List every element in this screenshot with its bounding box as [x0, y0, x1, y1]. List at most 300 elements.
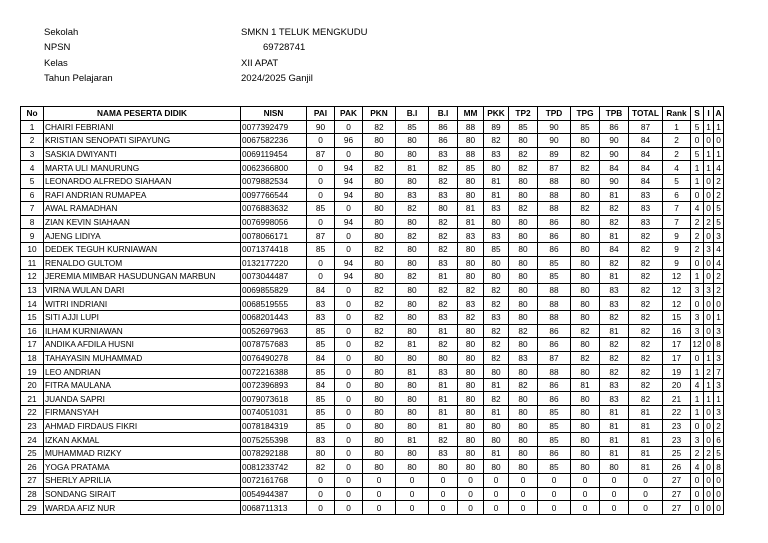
table-cell: 82	[429, 161, 458, 175]
table-cell: 0	[335, 487, 363, 501]
table-cell: 80	[509, 406, 538, 420]
student-name-cell: ZIAN KEVIN SIAHAAN	[44, 215, 241, 229]
info-label: Tahun Pelajaran	[44, 72, 113, 84]
table-cell: 82	[600, 365, 629, 379]
table-cell: 82	[629, 351, 663, 365]
table-cell: 82	[629, 242, 663, 256]
student-name-cell: SITI AJJI LUPI	[44, 310, 241, 324]
table-cell: 27	[21, 474, 44, 488]
table-row	[21, 229, 724, 243]
table-row	[21, 174, 724, 188]
table-cell: 88	[538, 310, 571, 324]
table-cell: 0	[335, 120, 363, 134]
table-cell: 7	[663, 215, 691, 229]
table-cell: 83	[429, 310, 458, 324]
table-cell: 81	[484, 188, 509, 202]
column-header: NISN	[241, 107, 307, 121]
table-cell: 84	[629, 161, 663, 175]
table-cell: 0	[396, 487, 429, 501]
table-cell: 4	[691, 378, 704, 392]
table-cell: 6	[663, 188, 691, 202]
table-cell: 1	[714, 392, 724, 406]
table-cell: 94	[335, 215, 363, 229]
table-cell: 0	[509, 501, 538, 515]
table-cell: 1	[691, 392, 704, 406]
table-cell: 82	[509, 202, 538, 216]
info-row-kelas	[44, 56, 461, 71]
table-cell: 12	[663, 270, 691, 284]
table-cell: 0	[335, 297, 363, 311]
table-cell: 7	[21, 202, 44, 216]
table-cell: 82	[484, 351, 509, 365]
table-cell: 82	[429, 338, 458, 352]
table-cell: 80	[484, 215, 509, 229]
table-cell: 88	[538, 188, 571, 202]
table-cell: 80	[458, 460, 484, 474]
table-cell: 80	[396, 174, 429, 188]
table-cell: 4	[21, 161, 44, 175]
table-cell: 0	[335, 446, 363, 460]
table-cell: 80	[363, 378, 396, 392]
table-row	[21, 446, 724, 460]
info-label: Kelas	[44, 57, 68, 69]
table-cell: 84	[307, 283, 335, 297]
table-cell: 0	[714, 297, 724, 311]
column-header: A	[715, 108, 722, 119]
table-cell: 2	[714, 174, 724, 188]
nisn-cell: 0078066171	[241, 229, 307, 243]
column-header: No	[21, 107, 44, 121]
table-cell: 0	[396, 474, 429, 488]
table-cell: 85	[458, 161, 484, 175]
table-cell: 82	[629, 229, 663, 243]
table-cell: 0	[704, 174, 714, 188]
table-cell: 80	[396, 256, 429, 270]
table-cell: 82	[429, 433, 458, 447]
table-cell: 82	[600, 310, 629, 324]
table-cell: 1	[704, 120, 714, 134]
table-cell: 80	[363, 406, 396, 420]
table-cell: 1	[714, 120, 724, 134]
table-cell: 0	[571, 501, 600, 515]
table-cell: 80	[363, 215, 396, 229]
table-cell: 80	[363, 351, 396, 365]
table-cell: 90	[600, 134, 629, 148]
table-row	[21, 392, 724, 406]
nisn-cell: 0076490278	[241, 351, 307, 365]
table-cell: 23	[663, 433, 691, 447]
table-row	[21, 134, 724, 148]
table-body	[21, 120, 724, 514]
student-name-cell: LEO ANDRIAN	[44, 365, 241, 379]
table-cell: 80	[571, 310, 600, 324]
table-row	[21, 501, 724, 515]
column-header: TP2	[509, 107, 538, 121]
table-cell: 1	[714, 310, 724, 324]
table-cell: 80	[509, 338, 538, 352]
table-cell: 2	[691, 446, 704, 460]
table-cell: 82	[629, 365, 663, 379]
table-cell: 0	[704, 474, 714, 488]
table-cell: 83	[600, 297, 629, 311]
table-cell: 89	[484, 120, 509, 134]
table-cell: 80	[509, 256, 538, 270]
table-cell: 82	[571, 147, 600, 161]
table-cell: 80	[363, 419, 396, 433]
table-cell: 0	[363, 501, 396, 515]
table-cell: 82	[484, 338, 509, 352]
table-cell: 88	[458, 147, 484, 161]
table-cell: 83	[307, 310, 335, 324]
table-cell: 83	[629, 215, 663, 229]
nisn-cell: 0097766544	[241, 188, 307, 202]
table-cell: 80	[509, 392, 538, 406]
nisn-cell: 0072396893	[241, 378, 307, 392]
table-cell: 0	[704, 433, 714, 447]
table-cell: 80	[571, 242, 600, 256]
student-name-cell: RAFI ANDRIAN RUMAPEA	[44, 188, 241, 202]
table-cell: 80	[396, 147, 429, 161]
column-header: B.I	[429, 107, 458, 121]
table-cell: 85	[307, 392, 335, 406]
nisn-cell: 0067582236	[241, 134, 307, 148]
table-cell: 80	[458, 365, 484, 379]
nisn-cell: 0054944387	[241, 487, 307, 501]
table-cell: 80	[458, 406, 484, 420]
table-cell: 1	[691, 270, 704, 284]
table-cell: 84	[629, 147, 663, 161]
table-cell: 80	[363, 147, 396, 161]
table-row	[21, 215, 724, 229]
table-cell: 16	[21, 324, 44, 338]
table-cell: 83	[629, 188, 663, 202]
table-cell: 9	[663, 256, 691, 270]
table-cell: 0	[571, 474, 600, 488]
table-cell: 0	[307, 501, 335, 515]
table-cell: 85	[307, 419, 335, 433]
table-cell: 0	[335, 433, 363, 447]
table-cell: 0	[691, 487, 704, 501]
table-cell: 2	[691, 229, 704, 243]
table-cell: 0	[307, 270, 335, 284]
table-cell: 82	[429, 174, 458, 188]
table-cell: 22	[663, 406, 691, 420]
table-cell: 80	[458, 270, 484, 284]
table-cell: 0	[704, 310, 714, 324]
nisn-cell: 0052697963	[241, 324, 307, 338]
table-cell: 0	[704, 501, 714, 515]
table-cell: 80	[396, 392, 429, 406]
table-row	[21, 120, 724, 134]
table-cell: 82	[629, 297, 663, 311]
table-cell: 80	[509, 134, 538, 148]
table-cell: 86	[429, 120, 458, 134]
table-cell: 7	[714, 365, 724, 379]
table-cell: 80	[363, 229, 396, 243]
nisn-cell: 0069855829	[241, 283, 307, 297]
info-row-tahun	[44, 71, 461, 86]
table-cell: 3	[714, 324, 724, 338]
table-cell: 84	[307, 378, 335, 392]
table-cell: 0	[335, 460, 363, 474]
student-name-cell: TAHAYASIN MUHAMMAD	[44, 351, 241, 365]
table-cell: 16	[663, 324, 691, 338]
table-cell: 15	[663, 310, 691, 324]
table-cell: 3	[714, 406, 724, 420]
table-cell: 80	[458, 256, 484, 270]
table-cell: 80	[509, 174, 538, 188]
table-cell: 1	[704, 161, 714, 175]
table-cell: 90	[538, 120, 571, 134]
info-label: NPSN	[44, 42, 71, 54]
column-header: MM	[458, 107, 484, 121]
table-cell: 0	[629, 487, 663, 501]
table-cell: 85	[509, 120, 538, 134]
table-cell: 81	[396, 433, 429, 447]
table-cell: 80	[429, 202, 458, 216]
table-cell: 0	[691, 419, 704, 433]
table-cell: 85	[538, 256, 571, 270]
table-cell: 2	[714, 270, 724, 284]
table-cell: 8	[714, 460, 724, 474]
table-cell: 24	[21, 433, 44, 447]
table-cell: 0	[335, 283, 363, 297]
info-value: 2024/2025 Ganjil	[241, 72, 313, 84]
table-cell: 5	[714, 202, 724, 216]
nisn-cell: 0132177220	[241, 256, 307, 270]
table-cell: 27	[663, 474, 691, 488]
table-cell: 0	[335, 474, 363, 488]
table-cell: 81	[629, 433, 663, 447]
table-row	[21, 270, 724, 284]
table-row	[21, 365, 724, 379]
table-cell: 80	[458, 174, 484, 188]
table-cell: 12	[692, 339, 702, 350]
nisn-cell: 0068519555	[241, 297, 307, 311]
student-name-cell: SHERLY APRILIA	[44, 474, 241, 488]
table-cell: 23	[663, 419, 691, 433]
student-name-cell: LEONARDO ALFREDO SIAHAAN	[44, 174, 241, 188]
table-cell: 82	[429, 242, 458, 256]
table-cell: 80	[571, 419, 600, 433]
table-cell: 81	[571, 378, 600, 392]
table-cell: 82	[629, 378, 663, 392]
table-cell: 25	[663, 446, 691, 460]
table-cell: 0	[691, 256, 704, 270]
table-cell: 3	[704, 242, 714, 256]
table-cell: 80	[571, 446, 600, 460]
table-cell: 0	[363, 487, 396, 501]
table-cell: 82	[571, 324, 600, 338]
table-cell: 0	[691, 501, 704, 515]
table-cell: 82	[363, 310, 396, 324]
table-cell: 87	[538, 351, 571, 365]
table-cell: 19	[21, 365, 44, 379]
table-cell: 0	[691, 188, 704, 202]
table-cell: 0	[335, 147, 363, 161]
student-name-cell: FITRA MAULANA	[44, 378, 241, 392]
table-cell: 82	[509, 378, 538, 392]
table-cell: 85	[307, 406, 335, 420]
table-cell: 0	[335, 365, 363, 379]
table-cell: 82	[484, 297, 509, 311]
table-cell: 3	[714, 351, 724, 365]
table-cell: 2	[704, 215, 714, 229]
table-cell: 0	[335, 419, 363, 433]
table-cell: 0	[571, 487, 600, 501]
student-name-cell: ANDIKA AFDILA HUSNI	[44, 338, 241, 352]
table-cell: 86	[538, 338, 571, 352]
info-row-sekolah	[44, 25, 461, 40]
table-cell: 80	[571, 460, 600, 474]
table-cell: 1	[691, 174, 704, 188]
table-cell: 0	[538, 501, 571, 515]
table-cell: 0	[538, 474, 571, 488]
table-cell: 87	[538, 161, 571, 175]
table-cell: 86	[538, 446, 571, 460]
table-cell: 0	[704, 487, 714, 501]
table-cell: 90	[538, 134, 571, 148]
nisn-cell: 0079073618	[241, 392, 307, 406]
nisn-cell: 0068711313	[241, 501, 307, 515]
table-cell: 82	[600, 338, 629, 352]
info-value: 69728741	[263, 42, 306, 54]
table-cell: 80	[458, 446, 484, 460]
table-cell: 0	[691, 351, 704, 365]
student-name-cell: MUHAMMAD RIZKY	[44, 446, 241, 460]
student-name-cell: SONDANG SIRAIT	[44, 487, 241, 501]
table-cell: 86	[600, 120, 629, 134]
table-cell: 83	[484, 229, 509, 243]
nisn-cell: 0073044487	[241, 270, 307, 284]
table-cell: 27	[663, 501, 691, 515]
table-cell: 80	[509, 419, 538, 433]
table-cell: 23	[21, 419, 44, 433]
table-cell: 22	[21, 406, 44, 420]
table-cell: 82	[484, 324, 509, 338]
table-cell: 82	[600, 202, 629, 216]
table-cell: 0	[704, 460, 714, 474]
table-cell: 90	[307, 120, 335, 134]
table-cell: 86	[538, 324, 571, 338]
nisn-cell: 0078184319	[241, 419, 307, 433]
table-cell: 0	[335, 229, 363, 243]
table-cell: 85	[538, 270, 571, 284]
table-cell: 85	[307, 324, 335, 338]
table-cell: 80	[458, 419, 484, 433]
table-cell: 80	[396, 310, 429, 324]
table-cell: 0	[509, 474, 538, 488]
table-cell: 80	[484, 270, 509, 284]
nisn-cell: 0071374418	[241, 242, 307, 256]
table-cell: 0	[629, 474, 663, 488]
table-cell: 80	[396, 297, 429, 311]
table-cell: 82	[458, 310, 484, 324]
table-cell: 85	[484, 242, 509, 256]
table-cell: 80	[396, 215, 429, 229]
table-cell: 82	[396, 270, 429, 284]
table-cell: 0	[704, 270, 714, 284]
table-cell: 81	[396, 161, 429, 175]
table-row	[21, 460, 724, 474]
table-cell: 2	[714, 419, 724, 433]
table-cell: 90	[600, 174, 629, 188]
table-cell: 94	[335, 174, 363, 188]
table-cell: 85	[307, 242, 335, 256]
table-cell: 81	[458, 215, 484, 229]
table-cell: 81	[429, 419, 458, 433]
table-cell: 12	[663, 297, 691, 311]
table-row	[21, 487, 724, 501]
table-cell: 0	[335, 392, 363, 406]
table-cell: 82	[629, 256, 663, 270]
table-cell: 80	[600, 460, 629, 474]
table-cell: 80	[571, 270, 600, 284]
table-cell: 85	[538, 419, 571, 433]
table-cell: 85	[307, 338, 335, 352]
student-name-cell: DEDEK TEGUH KURNIAWAN	[44, 242, 241, 256]
table-cell: 80	[484, 256, 509, 270]
table-cell: 12	[663, 283, 691, 297]
column-header: NAMA PESERTA DIDIK	[44, 107, 241, 121]
column-header: Rank	[663, 107, 691, 121]
table-cell: 80	[571, 433, 600, 447]
table-cell: 81	[429, 406, 458, 420]
table-cell: 80	[458, 338, 484, 352]
table-cell: 87	[629, 120, 663, 134]
table-cell: 1	[691, 406, 704, 420]
table-cell: 80	[396, 446, 429, 460]
table-cell: 1	[663, 120, 691, 134]
table-cell: 85	[396, 120, 429, 134]
student-name-cell: IZKAN AKMAL	[44, 433, 241, 447]
table-row	[21, 202, 724, 216]
table-cell: 0	[629, 501, 663, 515]
table-header-row	[21, 107, 724, 121]
table-cell: 18	[21, 351, 44, 365]
table-cell: 82	[600, 256, 629, 270]
table-cell: 5	[691, 147, 704, 161]
table-cell: 80	[458, 188, 484, 202]
table-cell: 82	[600, 351, 629, 365]
table-cell: 4	[714, 256, 724, 270]
table-cell: 0	[335, 351, 363, 365]
column-header: TPG	[571, 107, 600, 121]
school-info	[44, 25, 461, 86]
table-cell: 3	[714, 229, 724, 243]
table-cell: 82	[571, 351, 600, 365]
table-cell: 83	[429, 256, 458, 270]
table-cell: 86	[538, 215, 571, 229]
table-cell: 80	[571, 188, 600, 202]
table-row	[21, 338, 724, 352]
table-row	[21, 147, 724, 161]
table-cell: 81	[458, 202, 484, 216]
table-cell: 80	[429, 460, 458, 474]
column-header: I	[704, 107, 714, 121]
table-row	[21, 351, 724, 365]
table-cell: 0	[307, 215, 335, 229]
table-cell: 2	[714, 283, 724, 297]
table-cell: 0	[704, 338, 714, 352]
table-cell: 1	[691, 365, 704, 379]
table-cell: 0	[704, 256, 714, 270]
table-row	[21, 256, 724, 270]
table-cell: 80	[363, 460, 396, 474]
column-header: TPB	[600, 107, 629, 121]
column-header: PAK	[335, 107, 363, 121]
table-cell: 0	[691, 134, 704, 148]
